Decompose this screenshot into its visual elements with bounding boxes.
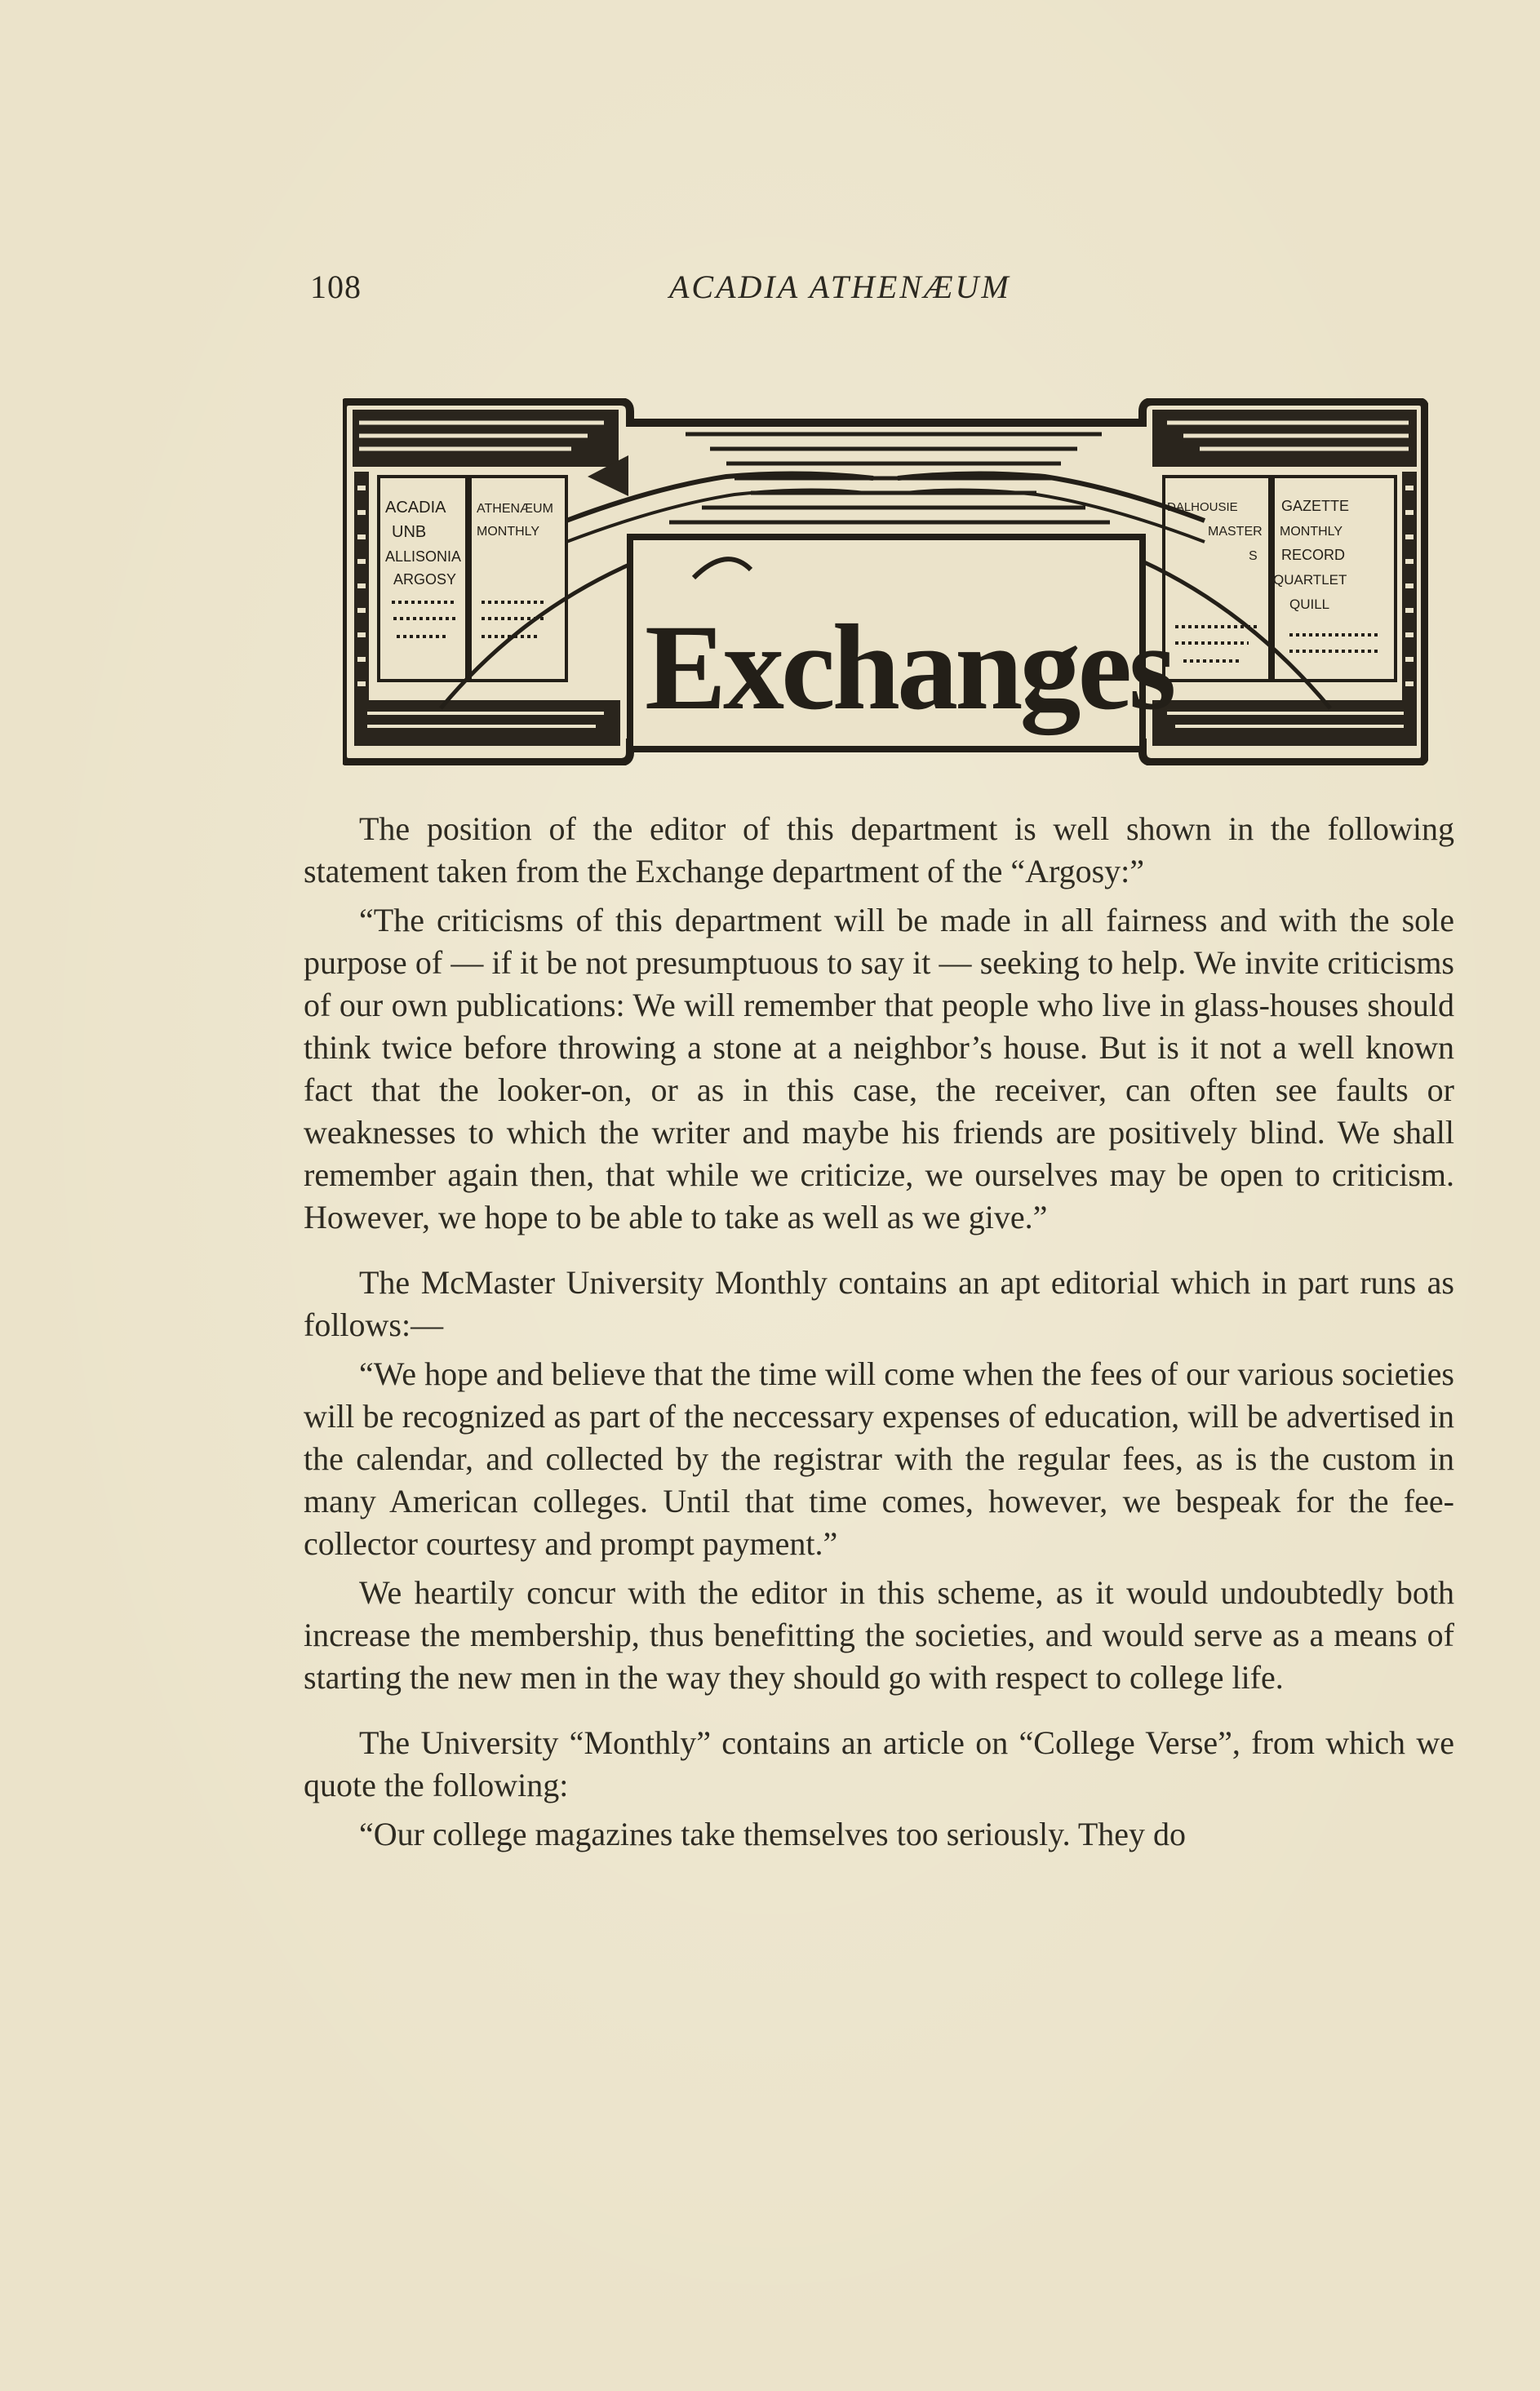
left-book-label-5: ALLISONIA bbox=[385, 548, 462, 565]
left-book-label-3: UNB bbox=[392, 523, 427, 541]
paragraph-2: “The criticisms of this department will be made in all fairness and with the sole purpose of — if it be not presumptuous to say it — seeking to help. We invite criticisms of our own publications: We will remember that people who live in glass-houses should think twice before throwing a stone at a neighbor’s house. But is it not a well known fact that the looker-on, or as in this case, the receiver, can often see faults or weaknesses to which the writer and maybe his friends are positively blind. We shall remember again then, that while we criticize, we ourselves may be open to criticism. However, we hope to be able to take as well as we give.” bbox=[304, 902, 1454, 1235]
page-number: 108 bbox=[310, 268, 362, 305]
right-book-label-1: DALHOUSIE bbox=[1167, 500, 1238, 514]
left-book-label-2: ATHENÆUM bbox=[477, 502, 553, 516]
article-body bbox=[304, 808, 1454, 1856]
banner-illustration bbox=[343, 398, 1428, 765]
paragraph-7: “Our college magazines take themselves too seriously. They do bbox=[359, 1816, 1187, 1852]
paragraph-6: The University “Monthly” contains an article on “College Verse”, from which we quote the following: bbox=[304, 1724, 1454, 1803]
left-book-label-1: ACADIA bbox=[385, 499, 446, 517]
paragraph-5: We heartily concur with the editor in this scheme, as it would undoubtedly both increase the membership, thus benefitting the societies, and would serve as a means of starting the new men in the way they should go with respect to college life. bbox=[304, 1574, 1454, 1696]
paragraph-1: The position of the editor of this department is well shown in the following statement taken from the Exchange department of the “Argosy:” bbox=[304, 810, 1454, 889]
right-book-label-2: GAZETTE bbox=[1281, 498, 1350, 514]
banner-title: Exchanges bbox=[645, 600, 1174, 735]
right-book-label-7: QUARTLET bbox=[1273, 572, 1347, 588]
left-book-label-6: ARGOSY bbox=[393, 571, 457, 588]
right-book-label-4: MONTHLY bbox=[1280, 525, 1343, 539]
running-head bbox=[310, 268, 1126, 317]
left-bottom-band bbox=[354, 700, 620, 746]
right-top-band bbox=[1152, 410, 1417, 467]
right-book-label-3: MASTER bbox=[1208, 525, 1263, 539]
journal-title: ACADIA ATHENÆUM bbox=[669, 268, 1011, 305]
right-bottom-band bbox=[1152, 700, 1417, 746]
exchanges-banner bbox=[343, 398, 1428, 765]
right-book-label-8: QUILL bbox=[1289, 597, 1330, 612]
right-book-label-6: RECORD bbox=[1281, 547, 1346, 563]
left-top-band bbox=[353, 410, 619, 467]
paragraph-4: “We hope and believe that the time will come when the fees of our various societies will be recognized as part of the neccessary expenses of education, will be advertised in the calendar, and collected by the registrar with the regular fees, as is the custom in many American colleges. Until that time comes, however, we bespeak for the fee-collector courtesy and prompt payment.” bbox=[304, 1355, 1454, 1562]
paragraph-3: The McMaster University Monthly contains an apt editorial which in part runs as follows:— bbox=[304, 1264, 1454, 1343]
right-book-label-5: S bbox=[1249, 549, 1258, 563]
left-book-label-4: MONTHLY bbox=[477, 525, 540, 539]
